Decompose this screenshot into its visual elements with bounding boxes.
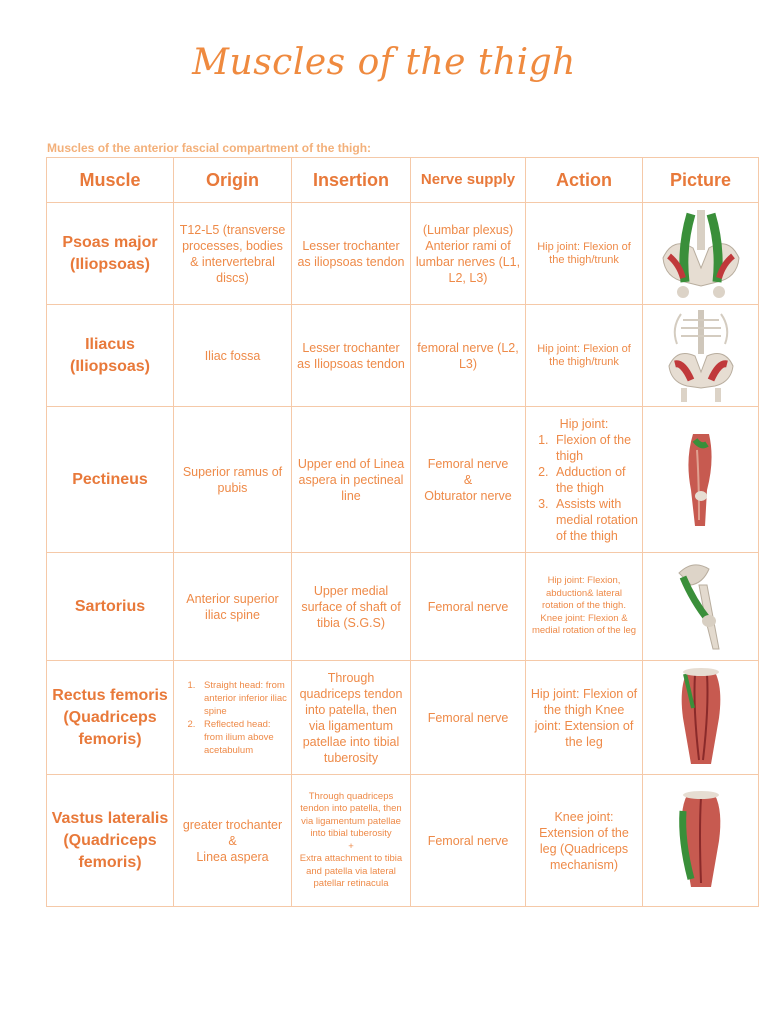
action-cell xyxy=(526,407,643,553)
origin-line: greater trochanter xyxy=(182,817,283,832)
origin-item: 1. Straight head: from anterior inferior iliac spine xyxy=(198,679,287,718)
picture-cell xyxy=(643,775,759,907)
origin-cell xyxy=(174,661,292,775)
picture-cell xyxy=(643,203,759,305)
muscle-name: Psoas major (Iliopsoas) xyxy=(47,203,174,305)
origin-cell: Anterior superior iliac spine xyxy=(174,553,292,661)
table-row xyxy=(47,661,759,775)
nerve-cell: Femoral nerve xyxy=(411,553,526,661)
table-row xyxy=(47,553,759,661)
action-cell: Hip joint: Flexion of the thigh Knee joint: Extension of the leg xyxy=(526,661,643,775)
header-picture: Picture xyxy=(643,158,759,203)
nerve-cell: Femoral nerve xyxy=(411,661,526,775)
sartorius-leg-illustration xyxy=(669,559,733,655)
muscles-table xyxy=(46,157,759,907)
origin-cell: Iliac fossa xyxy=(174,305,292,407)
origin-item: 2. Reflected head: from ilium above acetabulum xyxy=(198,718,287,757)
action-cell: Knee joint: Extension of the leg (Quadriceps mechanism) xyxy=(526,775,643,907)
origin-cell xyxy=(174,775,292,907)
nerve-cell xyxy=(411,407,526,553)
action-heading: Hip joint: xyxy=(559,416,609,431)
action-item: 3. Assists with medial rotation of the thigh xyxy=(552,496,638,544)
header-action: Action xyxy=(526,158,643,203)
header-origin: Origin xyxy=(174,158,292,203)
vastus-lateralis-illustration xyxy=(671,791,731,891)
nerve-cell: femoral nerve (L2, L3) xyxy=(411,305,526,407)
picture-cell xyxy=(643,661,759,775)
table-row xyxy=(47,305,759,407)
muscle-name: Sartorius xyxy=(47,553,174,661)
origin-cell: Superior ramus of pubis xyxy=(174,407,292,553)
nerve-line: Femoral nerve xyxy=(427,456,509,471)
picture-cell xyxy=(643,407,759,553)
action-cell: Hip joint: Flexion of the thigh/trunk xyxy=(526,305,643,407)
nerve-cell: (Lumbar plexus) Anterior rami of lumbar nerves (L1, L2, L3) xyxy=(411,203,526,305)
insertion-line: Through quadriceps tendon into patella, then via ligamentum patellae into tibial tuberosity xyxy=(300,790,402,839)
insertion-cell: Through quadriceps tendon into patella, then via ligamentum patellae into tibial tuberosity xyxy=(292,661,411,775)
insertion-line: + xyxy=(348,840,354,852)
action-cell: Hip joint: Flexion, abduction& lateral rotation of the thigh. Knee joint: Flexion & medial rotation of the leg xyxy=(526,553,643,661)
action-item: 2. Adduction of the thigh xyxy=(552,464,638,496)
insertion-cell: Lesser trochanter as Iliopsoas tendon xyxy=(292,305,411,407)
origin-line: & xyxy=(228,833,237,848)
table-row xyxy=(47,203,759,305)
nerve-cell: Femoral nerve xyxy=(411,775,526,907)
picture-cell xyxy=(643,305,759,407)
header-insertion: Insertion xyxy=(292,158,411,203)
insertion-cell: Upper medial surface of shaft of tibia (S.G.S) xyxy=(292,553,411,661)
origin-cell: T12-L5 (transverse processes, bodies & intervertebral discs) xyxy=(174,203,292,305)
insertion-cell: Lesser trochanter as iliopsoas tendon xyxy=(292,203,411,305)
muscle-name: Pectineus xyxy=(47,407,174,553)
picture-cell xyxy=(643,553,759,661)
psoas-pelvis-illustration xyxy=(653,208,749,300)
nerve-line: Obturator nerve xyxy=(424,488,512,503)
table-header-row xyxy=(47,158,759,203)
section-subtitle: Muscles of the anterior fascial compartment of the thigh: xyxy=(47,141,372,155)
iliacus-skeleton-illustration xyxy=(661,308,741,404)
rectus-femoris-illustration xyxy=(671,668,731,768)
insertion-cell: Upper end of Linea aspera in pectineal line xyxy=(292,407,411,553)
muscle-name: Iliacus (Iliopsoas) xyxy=(47,305,174,407)
page-title: Muscles of the thigh xyxy=(192,42,576,83)
insertion-cell xyxy=(292,775,411,907)
muscle-name: Rectus femoris (Quadriceps femoris) xyxy=(47,661,174,775)
origin-line: Linea aspera xyxy=(196,849,269,864)
header-nerve-supply: Nerve supply xyxy=(411,158,526,203)
pectineus-leg-illustration xyxy=(671,430,731,530)
header-muscle: Muscle xyxy=(47,158,174,203)
action-cell: Hip joint: Flexion of the thigh/trunk xyxy=(526,203,643,305)
action-item: 1. Flexion of the thigh xyxy=(552,432,638,464)
muscle-name: Vastus lateralis (Quadriceps femoris) xyxy=(47,775,174,907)
insertion-line: Extra attachment to tibia and patella via lateral patellar retinacula xyxy=(299,853,403,889)
table-row xyxy=(47,407,759,553)
nerve-line: & xyxy=(463,472,473,487)
table-row xyxy=(47,775,759,907)
